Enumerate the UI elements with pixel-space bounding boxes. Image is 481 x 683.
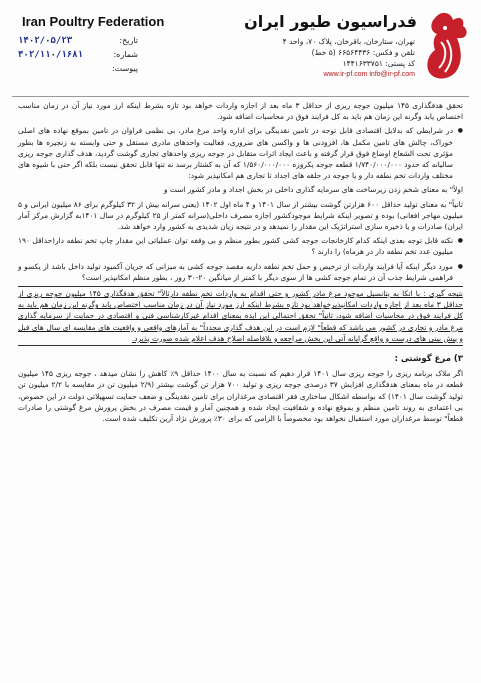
letter-body	[18, 100, 463, 671]
address: تهران، ستارخان، باقرخان، پلاک ۷۰، واحد ۴	[282, 37, 415, 46]
bullet-paragraph-2: ● نکته قابل توجه بعدی اینکه کدام کارخانجات جوجه کشی کشور بطور منظم و بی وقفه توان عملیاتی این مقدار چاپ تخم نطفه دار(حداقل ۱۹۰ میلیون عدد تخم نطفه دار در هرماه) را دارند ؟	[18, 235, 463, 257]
number-value: ۴۰۲/۱۱۰/۱۶۸۱	[18, 50, 84, 60]
bullet-paragraph-3: ● مورد دیگر اینکه آیا فرایند واردات از ترخیص و حمل تخم نطفه داربه مقصد جوجه کشی به میزانی که جریان آکمبود تولید داخل باشد از یکسو و فراهمی شرایط جذب آن در تمام جوجه کشی ها از سوی دیگر با کمتر از میانگین ۲۰-۳۰ روز ، بطور منظم امکانپذیر است؟	[18, 261, 463, 283]
section-3-title: ۳) مرغ گوشتی :	[394, 354, 463, 365]
intro-paragraph: تحقق هدفگذاری ۱۴۵ میلیون جوجه ریزی از حداقل ۳ ماه بعد از اجازه واردات خواهد بود تازه بشرط اینکه ارز مورد نیاز آن در زمان مناسب اختصاص یابد وگرنه این زمان هم باید به کل فرایند فوق در محاسبات اضافه شود.	[18, 101, 463, 122]
letterhead	[0, 0, 481, 98]
bullet-paragraph-1: ● در شرایطی که بدلایل اقتصادی قابل توجه در تامین نقدینگی برای اداره واحد مرغ مادر، بی نظمی فراوان در تامین بموقع نهاده های اصلی خوراک، چالش های تامین مکمل ها، افزودنی ها و واکسن های ضروری، فعالیت واحدهای مادری مستقل و حتی وابسته به زنجیره ها بطور مؤثری تحت الشعاع اوضاع فوق قرار گرفته و باعث ایجاد اثرات متقابل در جوجه ریزی واحدهای تجاری گوشت گردید، هدف گذاری جوجه ریزی سالیانه که حدود ۱/۷۴۰/۰۰۰/۰۰۰ قطعه جوجه یکروزه ۱/۵۶۰/۰۰۰/۰۰۰ که آن به کشتار برسد نه تنها قابل تحقق نیست بلکه اگر حتی با شیوه های مختلف واردات تخم نطفه دار و یا جوجه در حلقه های اجداد تا تجاری هم امکانپذیر شود:	[18, 125, 463, 181]
conclusion-paragraph: نتیجه گیری : با اتکا به پتانسیل موجود مرغ مادر کشور و حتی اقدام به واردات تخم نطفه دارثالاً" تحقق هدفگذاری ۱۴۵ میلیون جوجه ریزی از حداقل ۳ ماه بعد از اجازه واردات امکانپذیرخواهد بود تازه بشرط اینکه ارز مورد نیاز آن در زمان مناسب اختصاص یابد وگرنه این زمان هم باید به کل فرایند فوق در محاسبات اضافه شود، ثانیاً" تحقق احتمالی این ایده بمعنای اقدام غیرکارشناسی فنی و اقتصادی در حمایت از سرمایه گذاری مرغ مادر و تجاری در کشور می باشد که قطعاً" لازم است در این هدف گذاری مجدداً" به آمارهای واقعی و واقعیت های مقایسه ای سال های قبل و پیش بینی های درست و واقع گرایانه آتی این بخش مراجعه و بلافاصله اصلاح هدف اعلام شده صورت پذیرد.	[18, 286, 463, 346]
number-row	[18, 50, 138, 64]
section-3-paragraph: اگر ملاک برنامه ریزی را جوجه ریزی سال ۱۴۰۱ قرار دهیم که نسبت به سال ۱۴۰۰ حداقل ۹٪ کاهش را نشان میدهد ، جوجه ریزی ۱۴۵ میلیون قطعه در ماه بمعنای هدفگذاری افزایش ۳۷ درصدی جوجه ریزی و تولید ۷۰۰ هزار تن گوشت بیشتر (۲/۹ میلیون تن در مقایسه با ۲/۲ میلیون تن تولید گوشت سال ۱۴۰۱) که بواسطه اشکال ساختاری فقر اقتصادی مرغداران برای تامین نقدینگی و ضعف حمایت تسهیلاتی دولت در این خصوص، بی اعتمادی به روند تامین منظم و بموقع نهاده و شفافیت ایجاد شده و همچنین آمار و قیمت مصرف در بخش پرورش مرغ گوشتی را صادرات قطعاً" توسط مرغداران مورد استقبال نخواهد بود مخصوصاً با الزامی که برای ۳۰٪ پرورش نژاد آرین تکلیف شده است.	[18, 369, 464, 424]
date-value: ۱۴۰۲/۰۵/۲۳	[18, 36, 73, 46]
date-row	[18, 36, 138, 50]
header-divider	[12, 96, 469, 97]
org-name-fa: فدراسیون طیور ایران	[244, 12, 417, 31]
website-email: www.ir-pf.com info@ir-pf.com	[323, 71, 415, 78]
number-label: شماره:	[113, 50, 138, 59]
attachment-label: پیوست:	[111, 64, 138, 73]
rooster-logo-icon	[421, 8, 473, 86]
letter-meta	[18, 36, 138, 78]
point-second: ثانیاً" به معنای تولید حداقل ۶۰۰ هزارتن گوشت بیشتر از سال ۱۴۰۱ و ۴ ماه اول ۱۴۰۲ (یعنی سرانه بیش از ۳۲ کیلوگرم برای ۸۶ میلیون ایرانی و ۵ میلیون مهاجر افغانی) بوده و تصویر اینکه شرایط موجودکشور اجازه مصرف داخلی(سرانه کمتر از ۲۵ کیلوگرم در سال ۱۴۰۱به گزارش مرکز آمار ایران) صادرات و یا ذخیره سازی استراتژیک این مقدار را نمیدهد و در نتیجه زیان شدیدی به کشور وارد خواهد شد.	[18, 199, 463, 232]
phone: تلفن و فکس: ۶۶۵۶۴۴۳۶ (۵ خط)	[311, 48, 415, 57]
attachment-row	[18, 64, 138, 78]
date-label: تاریخ:	[119, 36, 138, 45]
postal-code: کد پستی: ۱۴۴۱۶۳۳۷۵۱	[342, 59, 415, 68]
point-first: اولاً" به معنای شخم زدن زیرساخت های سرمایه گذاری داخلی در بخش اجداد و مادر کشور است و	[163, 185, 463, 195]
contact-info	[245, 36, 415, 80]
org-name-en: Iran Poultry Federation	[22, 14, 165, 29]
